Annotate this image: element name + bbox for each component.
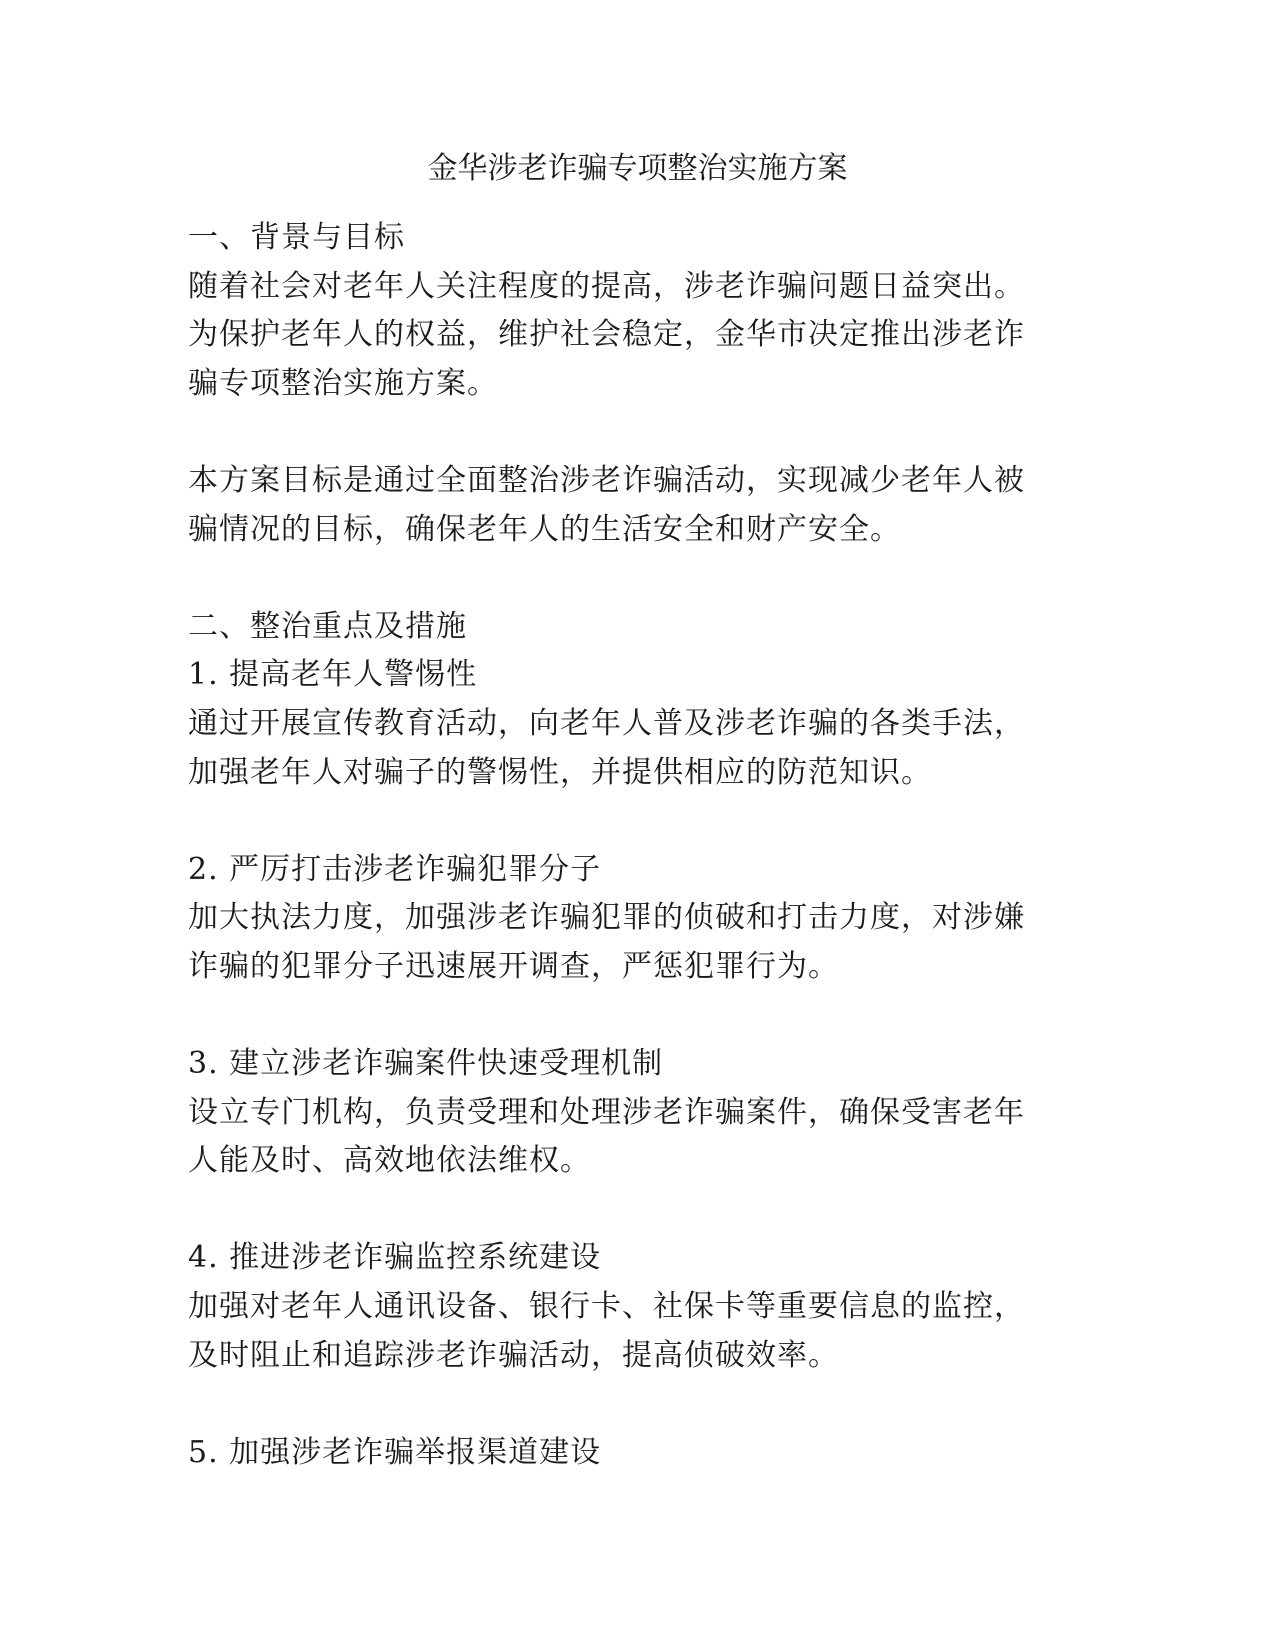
paragraph-line: 加大执法力度，加强涉老诈骗犯罪的侦破和打击力度，对涉嫌: [188, 900, 1025, 936]
item-heading: 5. 加强涉老诈骗举报渠道建设: [188, 1434, 602, 1470]
blank-line: [188, 992, 1088, 1041]
document-title: 金华涉老诈骗专项整治实施方案: [427, 151, 848, 186]
paragraph-line: 加强老年人对骗子的警惕性，并提供相应的防范知识。: [188, 754, 932, 790]
paragraph-line: 设立专门机构，负责受理和处理涉老诈骗案件，确保受害老年: [188, 1094, 1025, 1130]
section-heading: 二、整治重点及措施: [188, 608, 467, 644]
paragraph-line: 及时阻止和追踪涉老诈骗活动，提高侦破效率。: [188, 1337, 839, 1373]
paragraph-line: 诈骗的犯罪分子迅速展开调查，严惩犯罪行为。: [188, 948, 839, 984]
paragraph-line: 随着社会对老年人关注程度的提高，涉老诈骗问题日益突出。: [188, 268, 1025, 304]
paragraph-line: 本方案目标是通过全面整治涉老诈骗活动，实现减少老年人被: [188, 462, 1025, 498]
paragraph-line: 骗专项整治实施方案。: [188, 365, 498, 401]
section-heading: 一、背景与目标: [188, 220, 405, 255]
document-body: [188, 214, 1088, 1477]
paragraph-line: 加强对老年人通讯设备、银行卡、社保卡等重要信息的监控，: [188, 1289, 1025, 1325]
paragraph-line: 人能及时、高效地依法维权。: [188, 1143, 591, 1179]
paragraph-line: 为保护老年人的权益，维护社会稳定，金华市决定推出涉老诈: [188, 317, 1025, 353]
paragraph-line: 骗情况的目标，确保老年人的生活安全和财产安全。: [188, 511, 901, 547]
blank-line: [188, 1186, 1088, 1235]
blank-line: [188, 1380, 1088, 1429]
blank-line: [188, 797, 1088, 846]
blank-line: [188, 554, 1088, 603]
item-heading: 2. 严厉打击涉老诈骗犯罪分子: [188, 851, 602, 887]
item-heading: 3. 建立涉老诈骗案件快速受理机制: [188, 1046, 664, 1082]
item-heading: 4. 推进涉老诈骗监控系统建设: [188, 1240, 602, 1276]
paragraph-line: 通过开展宣传教育活动，向老年人普及涉老诈骗的各类手法，: [188, 705, 1025, 741]
item-heading: 1. 提高老年人警惕性: [188, 657, 478, 693]
blank-line: [188, 408, 1088, 457]
